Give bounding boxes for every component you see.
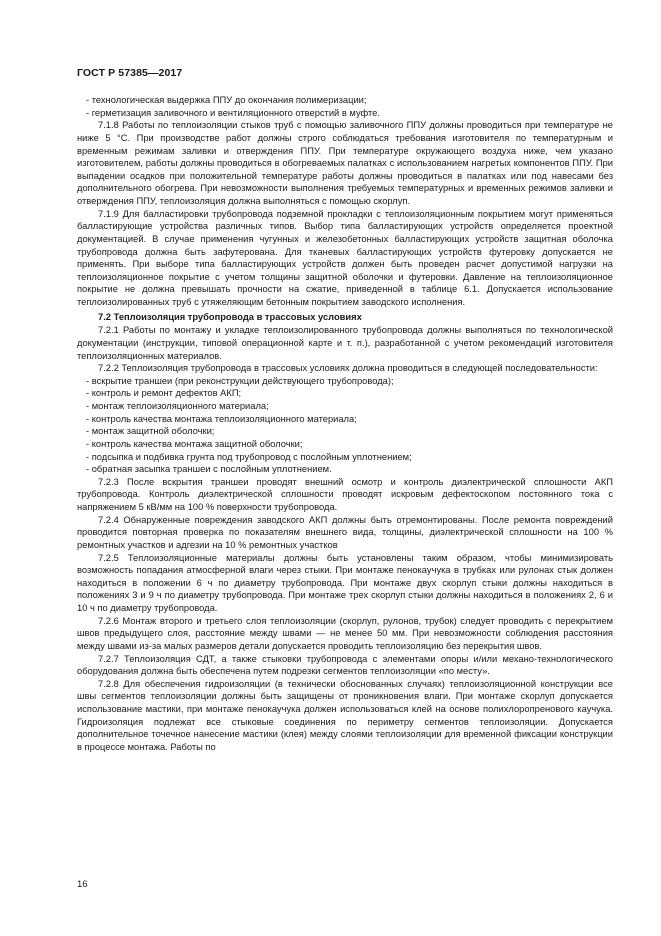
paragraph: 7.1.8 Работы по теплоизоляции стыков труб с помощью заливочного ППУ должны проводиться при температуре не ниже 5 °С. При производстве работ должны строго соблюдаться требования изготовителя по температурным и временным режимам заливки и отверждения ППУ. При температуре окружающего воздуха ниже, чем указано изготовителем, работы должны проводиться в обогреваемых палатках с использованием нагретых компонентов ППУ. При выпадении осадков при положительной температуре работы должны проводиться в палатках или под навесами без дополнительного обогрева. При невозможности выполнения требуемых температурных и временных режимов заливки и отверждения ППУ, теплоизоляция должна выполняться с помощью скорлуп. — [77, 120, 613, 206]
paragraph: 7.1.9 Для балластировки трубопровода подземной прокладки с теплоизоляционным покрытием могут применяться балластирующие устройства различных типов. Выбор типа балластирующих устройств определяется проектной документацией. В случае применения чугунных и железобетонных балластирующих устройств защитная оболочка трубопровода должна быть зафутерована. Для тканевых балластирующих устройств футеровку допускается не применять. При выборе типа балластирующих устройств должен быть проведен расчет допустимой нагрузки на теплоизоляционное покрытие с учетом толщины защитной оболочки и футеровки. Давление на теплоизоляционное покрытие не должна превышать прочности на сжатие, приведенной в таблице 6.1. Допускается использование теплоизолированных труб с утяжеляющим бетонным покрытием заводского исполнения. — [77, 208, 613, 307]
standard-header: ГОСТ Р 57385—2017 — [77, 67, 183, 79]
paragraph: 7.2.8 Для обеспечения гидроизоляции (в технически обоснованных случаях) теплоизоляционной конструкции все швы сегментов теплоизоляции должны быть защищены от проникновения влаги. При монтаже скорлуп допускается использование мастики, при монтаже пенокаучука должен использоваться клей на основе полихлоропренового каучука. Гидроизоляция подлежат все стыковые соединения по периметру сегментов теплоизоляции. Допускается дополнительное точечное нанесение мастики (клея) между слоями теплоизоляции для временной фиксации конструкции в процессе монтажа. Работы по — [77, 678, 613, 752]
list-item: - обратная засыпка траншеи с послойным уплотнением. — [86, 464, 332, 475]
list-item: - контроль качества монтажа теплоизоляционного материала; — [86, 413, 357, 424]
paragraph: 7.2.1 Работы по монтажу и укладке теплоизолированного трубопровода должны выполняться по технологической документации (инструкции, типовой операционной карте и т. п.), разработанной с учетом рекомендаций изготовителя теплоизоляционных материалов. — [77, 325, 613, 361]
list-item: - монтаж защитной оболочки; — [86, 426, 215, 437]
list-item: - контроль качества монтажа защитной оболочки; — [86, 438, 303, 449]
paragraph: 7.2.4 Обнаруженные повреждения заводского АКП должны быть отремонтированы. После ремонта повреждений проводится повторная проверка по показателям внешнего вида, толщины, диэлектрической сплошности на 100 % ремонтных участков и адгезии на 10 % ремонтных участков — [77, 514, 613, 550]
list-item: - монтаж теплоизоляционного материала; — [86, 401, 269, 411]
paragraph: 7.2.7 Теплоизоляция СДТ, а также стыковки трубопровода с элементами опоры и/или механо-технологического оборудования должна быть обеспечена путем подрезки сегментов теплоизоляции «по месту». — [77, 653, 613, 677]
paragraph: 7.2.6 Монтаж второго и третьего слоя теплоизоляции (скорлуп, рулонов, трубок) следует проводить с перекрытием швов предыдущего слоя, расстояние между швами — не менее 50 мм. При невозможности соблюдения расстояния между швами из-за малых размеров детали допускается проводить теплоизоляцию без перекрытия швов. — [77, 615, 613, 651]
paragraph: 7.2.3 После вскрытия траншеи проводят внешний осмотр и контроль диэлектрической сплошности АКП трубопровода. Контроль диэлектрической сплошности проводят искровым дефектоскопом постоянного тока с напряжением 5 кВ/мм на 100 % поверхности трубопровода. — [77, 476, 613, 512]
list-item: - технологическая выдержка ППУ до окончания полимеризации; — [86, 95, 367, 105]
section-heading: 7.2 Теплоизоляция трубопровода в трассовых условиях — [98, 311, 362, 322]
paragraph: 7.2.2 Теплоизоляция трубопровода в трассовых условиях должна проводиться в следующей последовательности: — [98, 363, 598, 374]
page-number: 16 — [77, 879, 88, 890]
list-item: - герметизация заливочного и вентиляционного отверстий в муфте. — [86, 107, 380, 118]
list-item: - контроль и ремонт дефектов АКП; — [86, 388, 242, 399]
paragraph: 7.2.5 Теплоизоляционные материалы должны быть установлены таким образом, чтобы минимизировать возможность попадания атмосферной влаги через стыки. При монтаже пенокаучука в трубках или рулонах стык должен находиться в положении 6 ч по диаметру трубопровода. При монтаже двух скорлуп стыки должны находиться в положениях 3 и 9 ч по диаметру трубопровода. При монтаже трех скорлуп стыки должны находиться в положениях 2, 6 и 10 ч по диаметру трубопровода. — [77, 552, 613, 613]
list-item: - подсыпка и подбивка грунта под трубопровод с послойным уплотнением; — [86, 451, 412, 462]
document-body — [77, 94, 613, 754]
list-item: - вскрытие траншеи (при реконструкции действующего трубопровода); — [86, 375, 394, 386]
